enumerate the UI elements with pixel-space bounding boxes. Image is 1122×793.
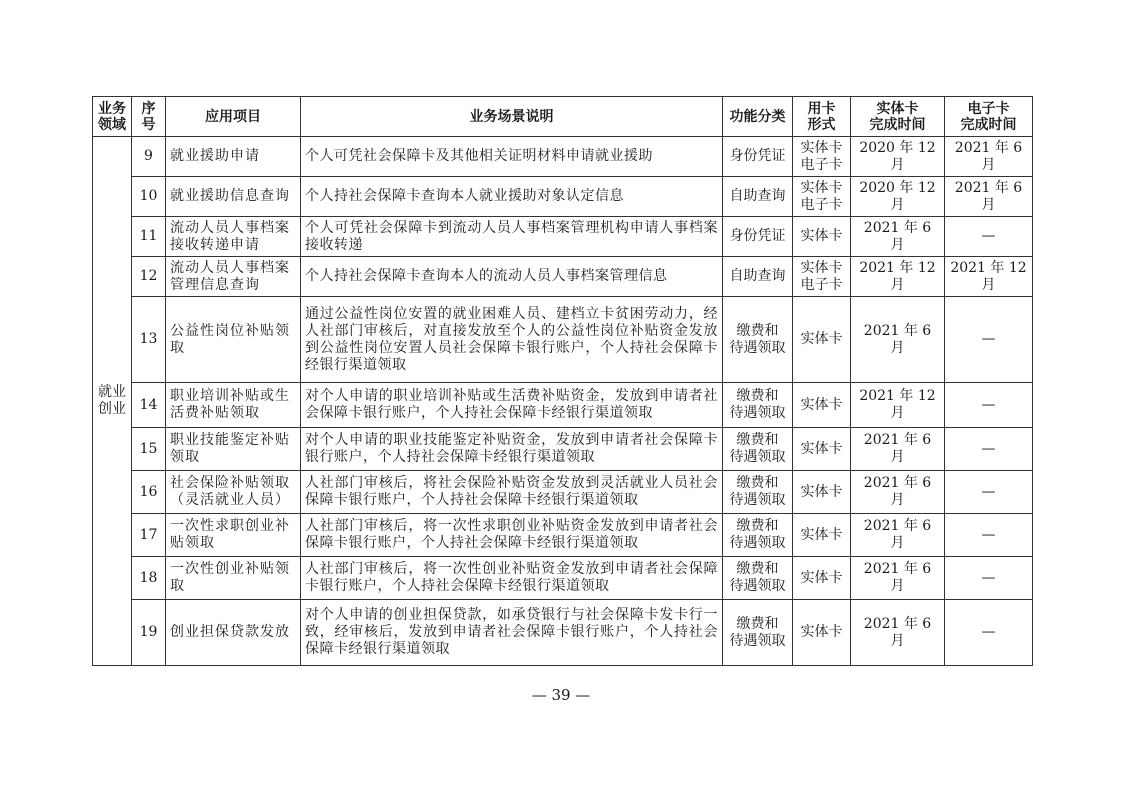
table-body [93, 137, 1033, 666]
seq-cell: 17 [132, 514, 166, 557]
item-cell: 社会保险补贴领取（灵活就业人员） [166, 471, 301, 514]
func-cell: 缴费和 待遇领取 [723, 471, 793, 514]
electronic-time-cell: 2021 年 6 月 [945, 137, 1033, 177]
physical-time-cell: 2020 年 12 月 [851, 177, 945, 217]
card-form-cell: 实体卡 电子卡 [793, 257, 851, 297]
seq-cell: 16 [132, 471, 166, 514]
physical-time-cell: 2021 年 12 月 [851, 257, 945, 297]
electronic-time-cell: — [945, 514, 1033, 557]
item-cell: 就业援助申请 [166, 137, 301, 177]
physical-time-cell: 2021 年 6 月 [851, 600, 945, 666]
item-cell: 职业培训补贴或生活费补贴领取 [166, 383, 301, 428]
physical-time-cell: 2021 年 6 月 [851, 514, 945, 557]
desc-cell: 个人可凭社会保障卡及其他相关证明材料申请就业援助 [301, 137, 723, 177]
seq-cell: 15 [132, 428, 166, 471]
electronic-time-cell: — [945, 471, 1033, 514]
desc-cell: 个人持社会保障卡查询本人就业援助对象认定信息 [301, 177, 723, 217]
electronic-time-cell: — [945, 557, 1033, 600]
func-cell: 缴费和 待遇领取 [723, 428, 793, 471]
header-item: 应用项目 [166, 97, 301, 137]
item-cell: 就业援助信息查询 [166, 177, 301, 217]
table-row [93, 557, 1033, 600]
card-form-cell: 实体卡 [793, 471, 851, 514]
func-cell: 缴费和 待遇领取 [723, 600, 793, 666]
table-row [93, 257, 1033, 297]
item-cell: 一次性创业补贴领取 [166, 557, 301, 600]
physical-time-cell: 2020 年 12 月 [851, 137, 945, 177]
func-cell: 缴费和 待遇领取 [723, 383, 793, 428]
desc-cell: 人社部门审核后，将一次性求职创业补贴资金发放到申请者社会保障卡银行账户，个人持社会保障卡经银行渠道领取 [301, 514, 723, 557]
card-form-cell: 实体卡 [793, 600, 851, 666]
table-row [93, 383, 1033, 428]
header-func: 功能分类 [723, 97, 793, 137]
electronic-time-cell: — [945, 600, 1033, 666]
func-cell: 缴费和 待遇领取 [723, 297, 793, 383]
desc-cell: 人社部门审核后，将一次性创业补贴资金发放到申请者社会保障卡银行账户，个人持社会保障卡经银行渠道领取 [301, 557, 723, 600]
item-cell: 职业技能鉴定补贴领取 [166, 428, 301, 471]
services-table [92, 96, 1033, 666]
desc-cell: 对个人申请的职业培训补贴或生活费补贴资金，发放到申请者社会保障卡银行账户，个人持社会保障卡经银行渠道领取 [301, 383, 723, 428]
card-form-cell: 实体卡 [793, 428, 851, 471]
func-cell: 自助查询 [723, 257, 793, 297]
func-cell: 缴费和 待遇领取 [723, 557, 793, 600]
page-number: — 39 — [531, 686, 591, 704]
seq-cell: 19 [132, 600, 166, 666]
physical-time-cell: 2021 年 12 月 [851, 383, 945, 428]
header-card-form: 用卡 形式 [793, 97, 851, 137]
category-cell: 就业 创业 [93, 137, 132, 666]
item-cell: 公益性岗位补贴领取 [166, 297, 301, 383]
table-row [93, 177, 1033, 217]
header-desc: 业务场景说明 [301, 97, 723, 137]
table-row [93, 217, 1033, 257]
electronic-time-cell: — [945, 383, 1033, 428]
card-form-cell: 实体卡 电子卡 [793, 177, 851, 217]
item-cell: 流动人员人事档案管理信息查询 [166, 257, 301, 297]
desc-cell: 对个人申请的创业担保贷款，如承贷银行与社会保障卡发卡行一致，经审核后，发放到申请者社会保障卡银行账户，个人持社会保障卡经银行渠道领取 [301, 600, 723, 666]
func-cell: 身份凭证 [723, 137, 793, 177]
electronic-time-cell: 2021 年 6 月 [945, 177, 1033, 217]
seq-cell: 14 [132, 383, 166, 428]
card-form-cell: 实体卡 [793, 297, 851, 383]
physical-time-cell: 2021 年 6 月 [851, 428, 945, 471]
func-cell: 身份凭证 [723, 217, 793, 257]
seq-cell: 10 [132, 177, 166, 217]
physical-time-cell: 2021 年 6 月 [851, 297, 945, 383]
header-physical-time: 实体卡 完成时间 [851, 97, 945, 137]
desc-cell: 个人可凭社会保障卡到流动人员人事档案管理机构申请人事档案接收转递 [301, 217, 723, 257]
desc-cell: 个人持社会保障卡查询本人的流动人员人事档案管理信息 [301, 257, 723, 297]
card-form-cell: 实体卡 [793, 514, 851, 557]
table-row [93, 471, 1033, 514]
table-row [93, 428, 1033, 471]
electronic-time-cell: — [945, 217, 1033, 257]
electronic-time-cell: — [945, 428, 1033, 471]
table-row [93, 137, 1033, 177]
desc-cell: 通过公益性岗位安置的就业困难人员、建档立卡贫困劳动力，经人社部门审核后，对直接发放至个人的公益性岗位补贴资金发放到公益性岗位安置人员社会保障卡银行账户，个人持社会保障卡经银行渠道领取 [301, 297, 723, 383]
header-seq: 序 号 [132, 97, 166, 137]
seq-cell: 11 [132, 217, 166, 257]
card-form-cell: 实体卡 [793, 217, 851, 257]
item-cell: 流动人员人事档案接收转递申请 [166, 217, 301, 257]
func-cell: 缴费和 待遇领取 [723, 514, 793, 557]
func-cell: 自助查询 [723, 177, 793, 217]
desc-cell: 人社部门审核后，将社会保险补贴资金发放到灵活就业人员社会保障卡银行账户，个人持社会保障卡经银行渠道领取 [301, 471, 723, 514]
header-domain: 业务 领域 [93, 97, 132, 137]
header-electronic-time: 电子卡 完成时间 [945, 97, 1033, 137]
table-row [93, 600, 1033, 666]
seq-cell: 18 [132, 557, 166, 600]
electronic-time-cell: 2021 年 12 月 [945, 257, 1033, 297]
table-row [93, 514, 1033, 557]
item-cell: 一次性求职创业补贴领取 [166, 514, 301, 557]
card-form-cell: 实体卡 [793, 557, 851, 600]
table-row [93, 297, 1033, 383]
item-cell: 创业担保贷款发放 [166, 600, 301, 666]
physical-time-cell: 2021 年 6 月 [851, 217, 945, 257]
physical-time-cell: 2021 年 6 月 [851, 471, 945, 514]
seq-cell: 12 [132, 257, 166, 297]
seq-cell: 9 [132, 137, 166, 177]
seq-cell: 13 [132, 297, 166, 383]
card-form-cell: 实体卡 [793, 383, 851, 428]
physical-time-cell: 2021 年 6 月 [851, 557, 945, 600]
card-form-cell: 实体卡 电子卡 [793, 137, 851, 177]
header-row [93, 97, 1033, 137]
desc-cell: 对个人申请的职业技能鉴定补贴资金，发放到申请者社会保障卡银行账户，个人持社会保障卡经银行渠道领取 [301, 428, 723, 471]
electronic-time-cell: — [945, 297, 1033, 383]
